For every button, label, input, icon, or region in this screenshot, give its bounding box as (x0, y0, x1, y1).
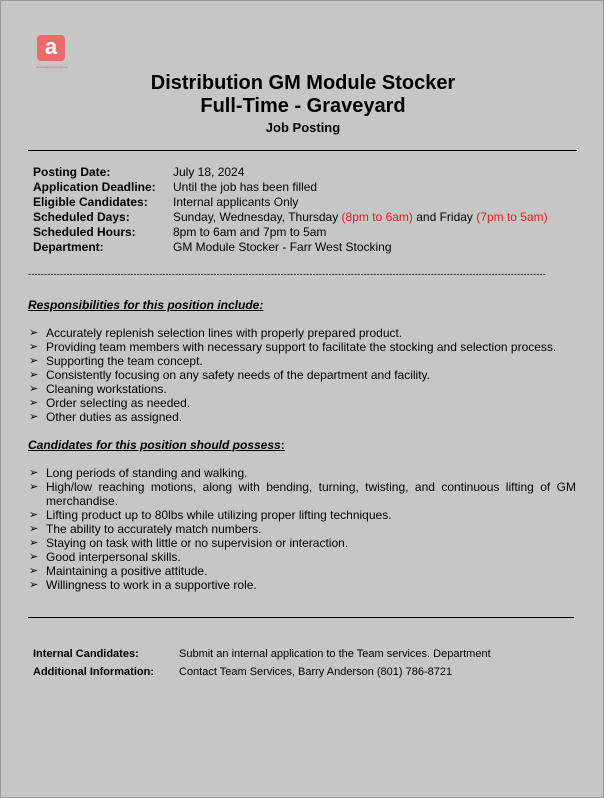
time-highlight: (8pm to 6am) (341, 210, 413, 224)
list-item: ➢ Good interpersonal skills. (29, 550, 181, 564)
list-item: ➢ Cleaning workstations. (29, 382, 167, 396)
info-row-hours (33, 225, 548, 240)
list-item: ➢ High/low reaching motions, along with bending, turning, twisting, and continuous lifting of GM merchandise. (29, 480, 576, 508)
arrow-bullet-icon: ➢ (29, 397, 39, 409)
arrow-bullet-icon: ➢ (29, 327, 39, 339)
info-label: Scheduled Hours: (33, 225, 136, 239)
info-label: Application Deadline: (33, 180, 156, 194)
page-subtitle: Full-Time - Graveyard (200, 95, 406, 117)
list-item: ➢ Accurately replenish selection lines with properly prepared product. (29, 326, 403, 340)
footer-value: Contact Team Services, Barry Anderson (801) 786-8721 (179, 666, 453, 678)
arrow-bullet-icon: ➢ (29, 369, 39, 381)
arrow-bullet-icon: ➢ (29, 551, 39, 563)
info-row-scheduled-days (33, 210, 548, 225)
dashed-divider: ------------------------------------------------------------------------------------------------------------------------------------------------------------------ (28, 269, 546, 279)
footer-row-internal (33, 645, 491, 663)
arrow-bullet-icon: ➢ (29, 509, 39, 521)
qualifications-heading: Candidates for this position should possess: (28, 438, 285, 452)
footer-label: Additional Information: (33, 666, 154, 678)
list-item: ➢ Consistently focusing on any safety needs of the department and facility. (29, 368, 430, 382)
arrow-bullet-icon: ➢ (29, 383, 39, 395)
arrow-bullet-icon: ➢ (29, 481, 39, 493)
footer-value: Submit an internal application to the Team services. Department (179, 648, 491, 660)
info-value: GM Module Stocker - Farr West Stocking (173, 240, 392, 254)
posting-info (33, 165, 548, 255)
document-type: Job Posting (265, 120, 341, 135)
top-divider (28, 150, 577, 151)
info-value: Until the job has been filled (173, 180, 318, 194)
arrow-bullet-icon: ➢ (29, 411, 39, 423)
contact-info (33, 645, 491, 681)
info-row-eligible (33, 195, 548, 210)
info-value: 8pm to 6am and 7pm to 5am (173, 225, 327, 239)
arrow-bullet-icon: ➢ (29, 565, 39, 577)
list-item: ➢ Providing team members with necessary support to facilitate the stocking and selection process. (29, 340, 557, 354)
title-block (1, 72, 604, 137)
info-value: July 18, 2024 (173, 165, 245, 179)
qualifications-list (28, 466, 576, 592)
list-item: ➢ Maintaining a positive attitude. (29, 564, 208, 578)
logo-icon: a (37, 35, 65, 61)
list-item: ➢ Other duties as assigned. (29, 410, 183, 424)
responsibilities-heading: Responsibilities for this position include: (28, 298, 264, 312)
info-row-department (33, 240, 548, 255)
arrow-bullet-icon: ➢ (29, 355, 39, 367)
list-item: ➢ Supporting the team concept. (29, 354, 203, 368)
time-highlight: (7pm to 5am) (476, 210, 548, 224)
info-value: and Friday (412, 210, 477, 224)
page-title: Distribution GM Module Stocker (150, 72, 456, 94)
info-label: Scheduled Days: (33, 210, 130, 224)
info-label: Department: (33, 240, 104, 254)
arrow-bullet-icon: ➢ (29, 579, 39, 591)
list-item: ➢ Order selecting as needed. (29, 396, 191, 410)
responsibilities-list (28, 326, 576, 424)
arrow-bullet-icon: ➢ (29, 341, 39, 353)
info-value: Internal applicants Only (173, 195, 299, 209)
logo-caption: Associated Food Stores (36, 65, 68, 69)
info-label: Eligible Candidates: (33, 195, 148, 209)
footer-row-additional (33, 663, 491, 681)
list-item: ➢ Lifting product up to 80lbs while utilizing proper lifting techniques. (29, 508, 392, 522)
info-row-deadline (33, 180, 548, 195)
info-label: Posting Date: (33, 165, 111, 179)
info-value: Sunday, Wednesday, Thursday (173, 210, 342, 224)
footer-label: Internal Candidates: (33, 648, 139, 660)
info-row-posting-date (33, 165, 548, 180)
list-item: ➢ Staying on task with little or no supervision or interaction. (29, 536, 349, 550)
arrow-bullet-icon: ➢ (29, 523, 39, 535)
arrow-bullet-icon: ➢ (29, 467, 39, 479)
arrow-bullet-icon: ➢ (29, 537, 39, 549)
list-item: ➢ Long periods of standing and walking. (29, 466, 248, 480)
company-logo (28, 35, 76, 73)
bottom-divider (28, 617, 574, 618)
list-item: ➢ Willingness to work in a supportive role. (29, 578, 257, 592)
list-item: ➢ The ability to accurately match numbers. (29, 522, 262, 536)
